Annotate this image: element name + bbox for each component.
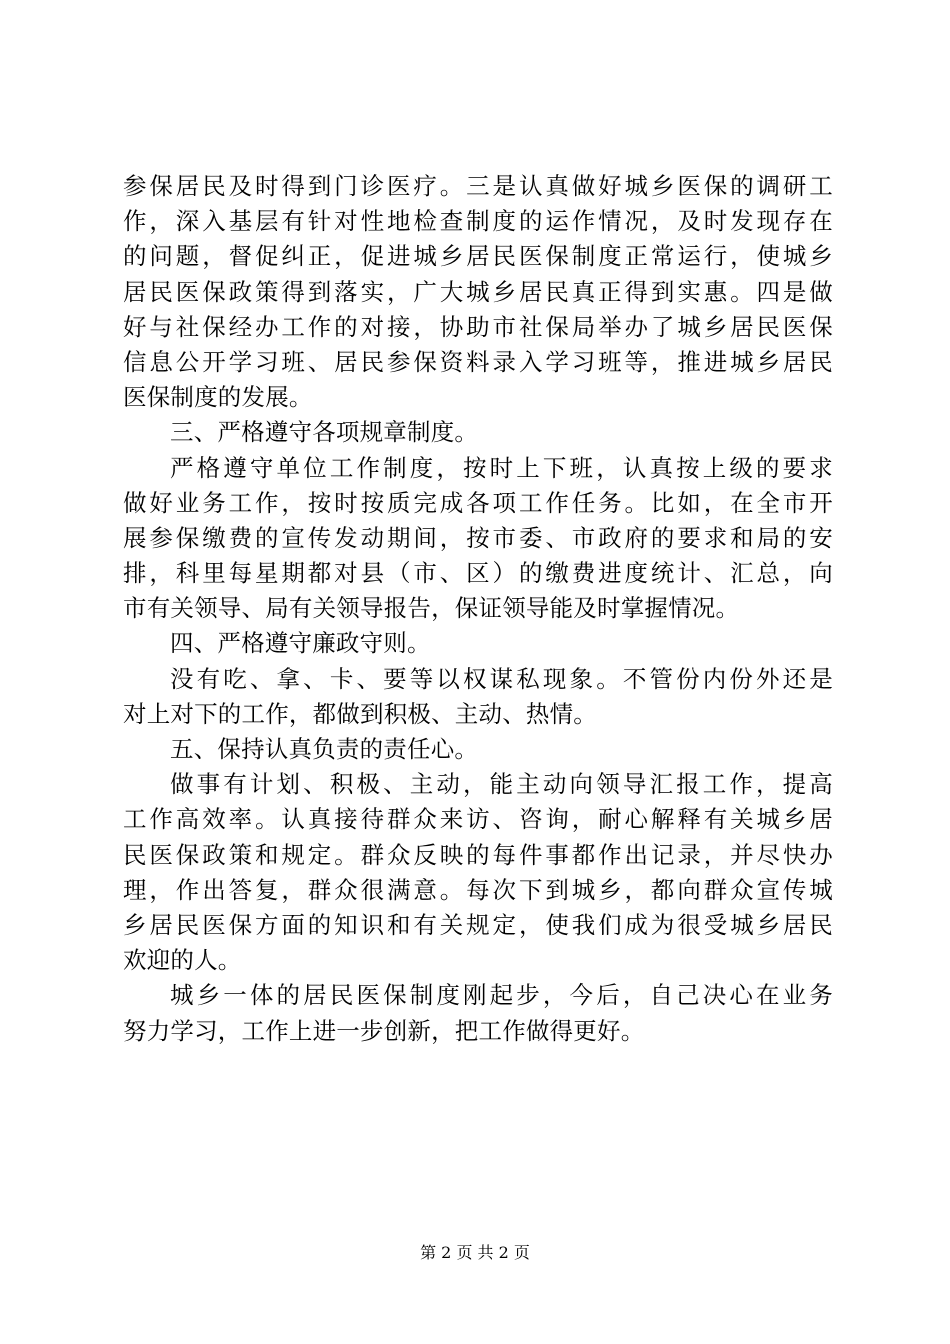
- text-line: 医保制度的发展。: [123, 383, 313, 412]
- text-line: 城乡一体的居民医保制度刚起步，今后，自己决心在业务: [170, 981, 833, 1010]
- text-line: 参保居民及时得到门诊医疗。三是认真做好城乡医保的调研工: [123, 172, 833, 200]
- text-line: 乡居民医保方面的知识和有关规定，使我们成为很受城乡居民: [123, 910, 833, 939]
- text-line: 努力学习，工作上进一步创新，把工作做得更好。: [123, 1016, 645, 1045]
- text-line: 的问题，督促纠正，促进城乡居民医保制度正常运行，使城乡: [123, 242, 833, 271]
- text-line: 四、严格遵守廉政守则。: [170, 629, 431, 658]
- text-line: 做好业务工作，按时按质完成各项工作任务。比如，在全市开: [123, 488, 833, 517]
- text-line: 严格遵守单位工作制度，按时上下班，认真按上级的要求: [170, 453, 833, 482]
- text-line: 对上对下的工作，都做到积极、主动、热情。: [123, 699, 597, 728]
- text-line: 民医保政策和规定。群众反映的每件事都作出记录，并尽快办: [123, 840, 833, 869]
- text-line: 理，作出答复，群众很满意。每次下到城乡，都向群众宣传城: [123, 875, 833, 904]
- text-line: 做事有计划、积极、主动，能主动向领导汇报工作，提高: [170, 770, 833, 799]
- text-line: 五、保持认真负责的责任心。: [170, 735, 479, 763]
- page-footer: 第 2 页 共 2 页: [420, 1243, 530, 1262]
- text-line: 欢迎的人。: [123, 946, 242, 975]
- text-line: 市有关领导、局有关领导报告，保证领导能及时掌握情况。: [123, 594, 740, 623]
- text-line: 好与社保经办工作的对接，协助市社保局举办了城乡居民医保: [123, 312, 833, 341]
- text-line: 作，深入基层有针对性地检查制度的运作情况，及时发现存在: [123, 207, 833, 236]
- text-line: 工作高效率。认真接待群众来访、咨询，耐心解释有关城乡居: [123, 805, 833, 834]
- text-line: 居民医保政策得到落实，广大城乡居民真正得到实惠。四是做: [123, 277, 833, 306]
- text-line: 信息公开学习班、居民参保资料录入学习班等，推进城乡居民: [123, 347, 833, 376]
- text-line: 没有吃、拿、卡、要等以权谋私现象。不管份内份外还是: [170, 664, 833, 693]
- text-line: 展参保缴费的宣传发动期间，按市委、市政府的要求和局的安: [123, 523, 833, 552]
- document-body: [123, 169, 833, 1049]
- text-line: 三、严格遵守各项规章制度。: [170, 418, 479, 447]
- text-line: 排，科里每星期都对县（市、区）的缴费进度统计、汇总，向: [123, 559, 833, 588]
